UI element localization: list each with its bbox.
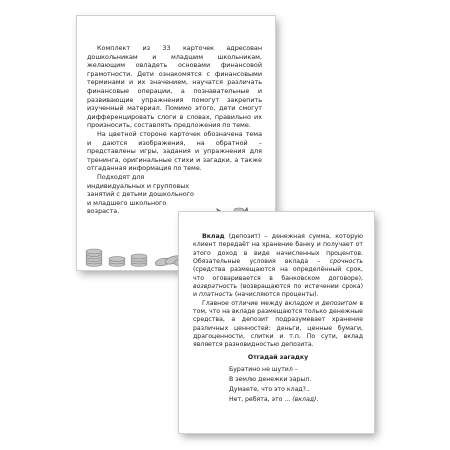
term-italic: срочность (329, 258, 363, 266)
definition-paragraph (193, 233, 363, 300)
riddle-line: Нет, ребята, это ... (229, 396, 291, 404)
coin-stack-icon (86, 249, 102, 267)
difference-paragraph (193, 300, 363, 350)
coin-stack-icon (131, 254, 147, 267)
info-card-back (179, 212, 374, 433)
paragraph: Комплект из 33 карточек адресован дошкольникам и младшим школьникам, желающим овладеть основами финансовой грамотности. Дети ознакомятся с финансовыми терминами и их значением, научатся различать финансовые операции, а познавательные и развивающие упражнения помогут закрепить изученный материал. Помимо этого, дети смогут дифференцировать слоги в словах, правильно их произносить, составлять предложения по теме. (87, 44, 262, 130)
paragraph: На цветной стороне карточек обозначена тема и даются изображения, на обратной – представлены игры, задания и упражнения для тренинга, оригинальные стихи и загадки, а также отгаданная информация по теме. (87, 129, 262, 173)
riddle-line: В землю денежки зарыл. (229, 376, 312, 384)
text: (начисляются проценты). (232, 291, 319, 299)
riddle-line-last (229, 395, 363, 405)
text: (депозит) – денежная сумма, которую клиент передаёт на хранение банку и получает от этого доход в виде начисленных процентов. Обязательные условия вклада – (193, 233, 363, 266)
term-italic: депозитом (321, 299, 357, 307)
card-description (87, 44, 262, 216)
term-italic: платность (199, 291, 233, 299)
paragraph-usage: Подходят для индивидуальных и групповых занятий с детьми дошкольного и младшего школьного возраста. (87, 172, 194, 216)
riddle-answer: (вклад). (292, 396, 319, 404)
text: в том, что на вкладе размещаются только денежные средства, а депозит подразумевает хранение различных ценностей: деньги, ценные бумаги, драгоценности, слитки и т.п. По сути, вклад является разновидностью депозита. (193, 299, 363, 349)
term: Вклад (202, 233, 225, 240)
riddle-line: Буратино не шутил – (229, 366, 298, 374)
riddle-title: Отгадай загадку (247, 353, 309, 361)
riddle-line: Думаете, что это клад?.. (229, 386, 310, 394)
text: и (312, 299, 322, 307)
text: (возвращаются по истечении срока) и (193, 283, 363, 299)
text: (средства размещаются на определённый срок, что оговаривается в банковском договоре), (193, 266, 363, 282)
text: Главное отличие между (202, 299, 285, 307)
card-content (193, 233, 363, 405)
riddle (229, 365, 363, 405)
coin-stack-icon (109, 257, 125, 267)
term-italic: возвратность (193, 283, 238, 291)
term-italic: вкладом (284, 299, 313, 307)
